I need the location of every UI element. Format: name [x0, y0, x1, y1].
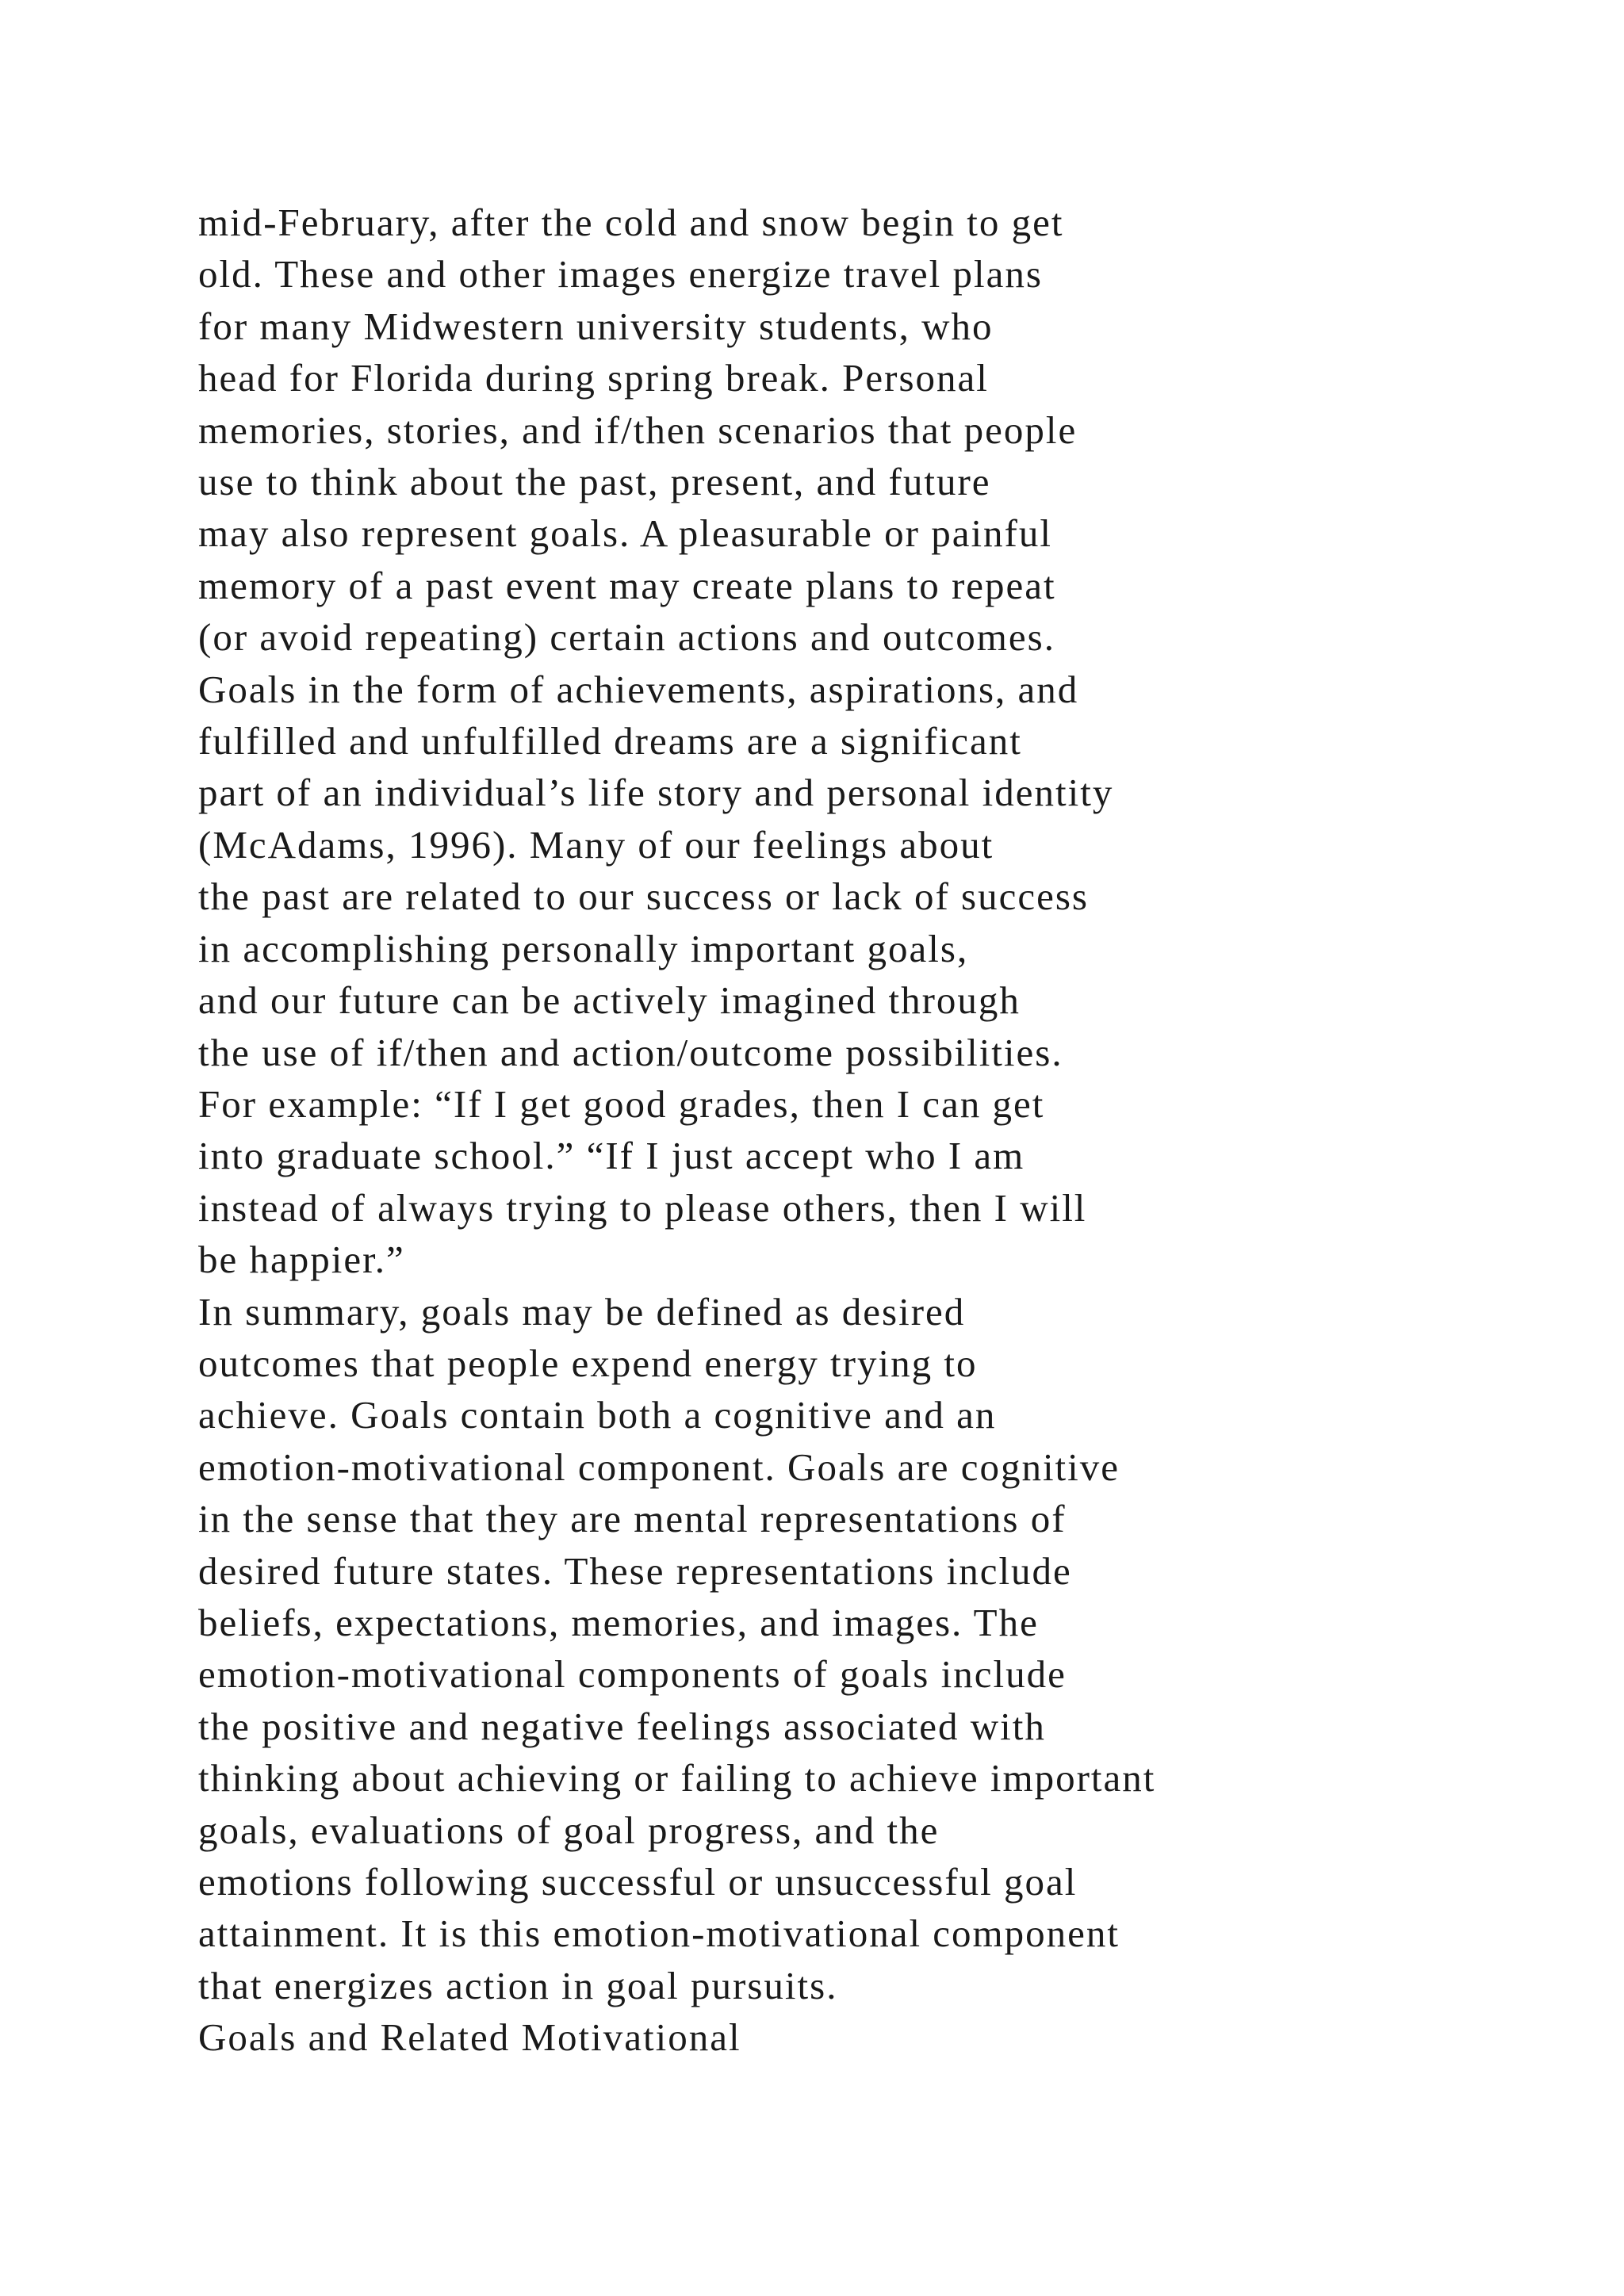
- text-line: and our future can be actively imagined through: [198, 978, 1021, 1023]
- text-line: achieve. Goals contain both a cognitive and an: [198, 1393, 997, 1437]
- text-line: into graduate school.” “If I just accept who I am: [198, 1134, 1025, 1178]
- text-line: emotion-motivational component. Goals are cognitive: [198, 1445, 1120, 1489]
- text-line: desired future states. These representations include: [198, 1548, 1072, 1593]
- text-line: In summary, goals may be defined as desired: [198, 1289, 966, 1334]
- text-line: part of an individual’s life story and personal identity: [198, 771, 1114, 815]
- text-line: memory of a past event may create plans to repeat: [198, 563, 1056, 607]
- text-line: attainment. It is this emotion-motivational component: [198, 1911, 1120, 1956]
- text-line: (McAdams, 1996). Many of our feelings about: [198, 822, 994, 867]
- text-line: in accomplishing personally important goals,: [198, 926, 969, 970]
- text-line: mid-February, after the cold and snow begin to get: [198, 201, 1064, 244]
- text-line: emotions following successful or unsuccessful goal: [198, 1860, 1078, 1904]
- text-line: the use of if/then and action/outcome possibilities.: [198, 1030, 1063, 1074]
- text-line: for many Midwestern university students, who: [198, 304, 994, 348]
- text-line: instead of always trying to please others, then I will: [198, 1185, 1087, 1230]
- text-line: the past are related to our success or lack of success: [198, 874, 1089, 919]
- text-line: that energizes action in goal pursuits.: [198, 1963, 838, 2007]
- text-line: (or avoid repeating) certain actions and outcomes.: [198, 615, 1055, 660]
- text-line: head for Florida during spring break. Personal: [198, 356, 989, 400]
- text-line: goals, evaluations of goal progress, and the: [198, 1808, 940, 1852]
- text-line: the positive and negative feelings associated with: [198, 1704, 1046, 1748]
- text-line: emotion-motivational components of goals include: [198, 1652, 1067, 1697]
- text-line: may also represent goals. A pleasurable or painful: [198, 511, 1052, 556]
- text-line: outcomes that people expend energy trying to: [198, 1341, 978, 1385]
- text-line: Goals in the form of achievements, aspirations, and: [198, 667, 1079, 711]
- text-line: memories, stories, and if/then scenarios that people: [198, 408, 1078, 452]
- text-line: old. These and other images energize travel plans: [198, 252, 1043, 297]
- text-line: beliefs, expectations, memories, and images. The: [198, 1600, 1039, 1644]
- text-line: use to think about the past, present, and future: [198, 460, 991, 504]
- text-line: For example: “If I get good grades, then I can get: [198, 1081, 1045, 1126]
- section-heading: Goals and Related Motivational: [198, 2015, 741, 2060]
- text-line: thinking about achieving or failing to achieve important: [198, 1756, 1156, 1800]
- text-line: fulfilled and unfulfilled dreams are a significant: [198, 719, 1022, 763]
- text-line: in the sense that they are mental representations of: [198, 1497, 1067, 1541]
- text-line: be happier.”: [198, 1238, 405, 1282]
- body-text: [198, 197, 1562, 2064]
